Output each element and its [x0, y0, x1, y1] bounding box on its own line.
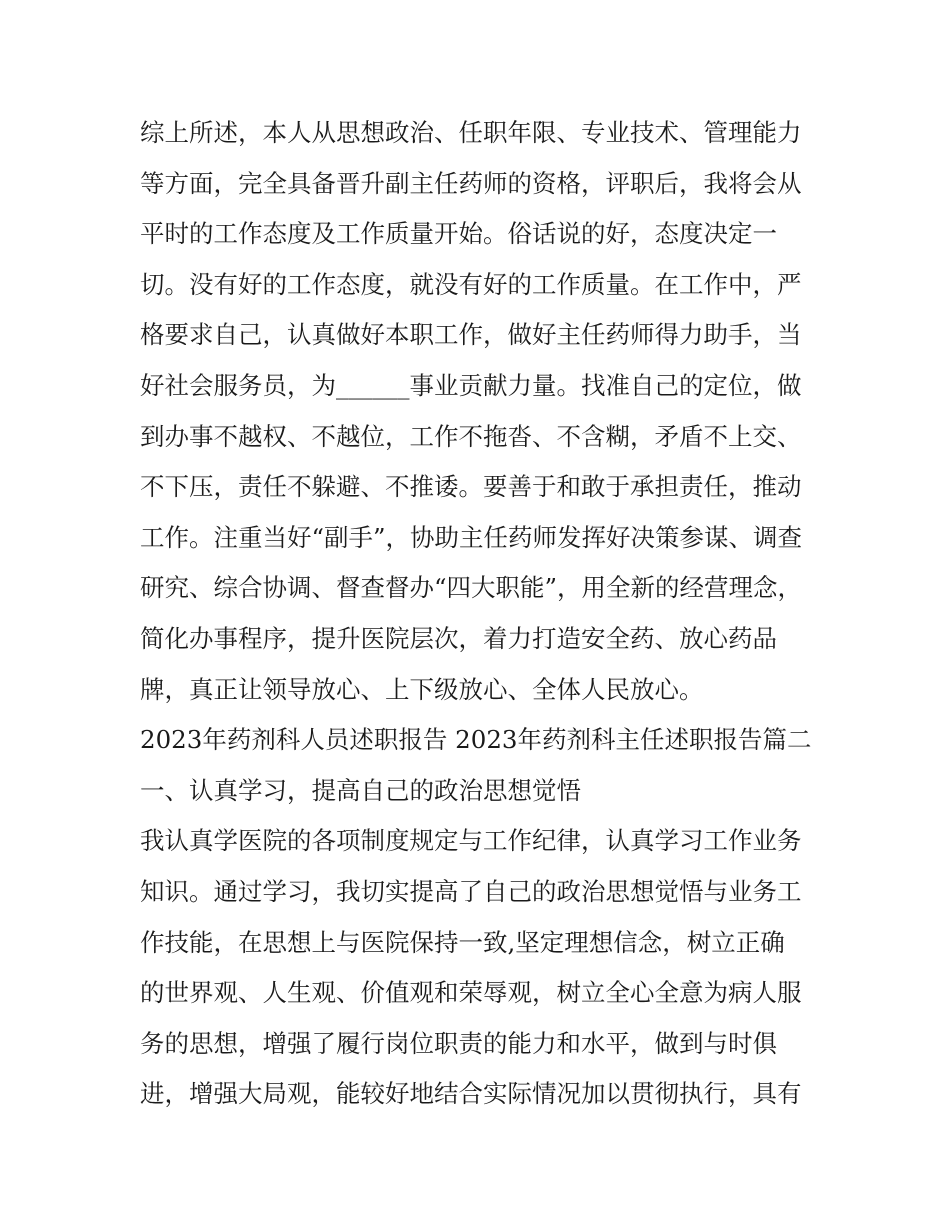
body-line: 到办事不越权、不越位，工作不拖沓、不含糊，矛盾不上交、	[140, 421, 802, 451]
body-line: 作技能，在思想上与医院保持一致,坚定理想信念，树立正确	[140, 927, 785, 957]
body-line: 平时的工作态度及工作质量开始。俗话说的好，态度决定一	[140, 219, 777, 249]
document-body	[140, 108, 820, 1120]
body-line: 好社会服务员，为______事业贡献力量。找准自己的定位，做	[140, 370, 802, 400]
body-line: 不下压，责任不躲避、不推诿。要善于和敢于承担责任，推动	[140, 472, 802, 502]
body-line: 切。没有好的工作态度，就没有好的工作质量。在工作中，严	[140, 269, 802, 299]
body-line: 我认真学医院的各项制度规定与工作纪律，认真学习工作业务	[140, 826, 802, 856]
section-heading: 2023年药剂科人员述职报告 2023年药剂科主任述职报告篇二	[140, 725, 812, 755]
body-line: 格要求自己，认真做好本职工作，做好主任药师得力助手，当	[140, 320, 802, 350]
body-line: 工作。注重当好“副手”，协助主任药师发挥好决策参谋、调查	[140, 522, 803, 552]
body-line: 的世界观、人生观、价值观和荣辱观，树立全心全意为病人服	[140, 978, 802, 1008]
body-line: 简化办事程序，提升医院层次，着力打造安全药、放心药品	[140, 623, 777, 653]
body-line: 综上所述，本人从思想政治、任职年限、专业技术、管理能力	[140, 118, 802, 147]
body-line: 知识。通过学习，我切实提高了自己的政治思想觉悟与业务工	[140, 876, 802, 906]
body-line: 研究、综合协调、督查督办“四大职能”，用全新的经营理念，	[140, 573, 803, 603]
body-line: 牌，真正让领导放心、上下级放心、全体人民放心。	[140, 674, 704, 704]
body-line: 等方面，完全具备晋升副主任药师的资格，评职后，我将会从	[140, 168, 802, 198]
subsection-heading: 一、认真学习，提高自己的政治思想觉悟	[140, 775, 581, 805]
body-line: 务的思想，增强了履行岗位职责的能力和水平，做到与时俱	[140, 1028, 777, 1058]
body-line: 进，增强大局观，能较好地结合实际情况加以贯彻执行，具有	[140, 1079, 802, 1109]
